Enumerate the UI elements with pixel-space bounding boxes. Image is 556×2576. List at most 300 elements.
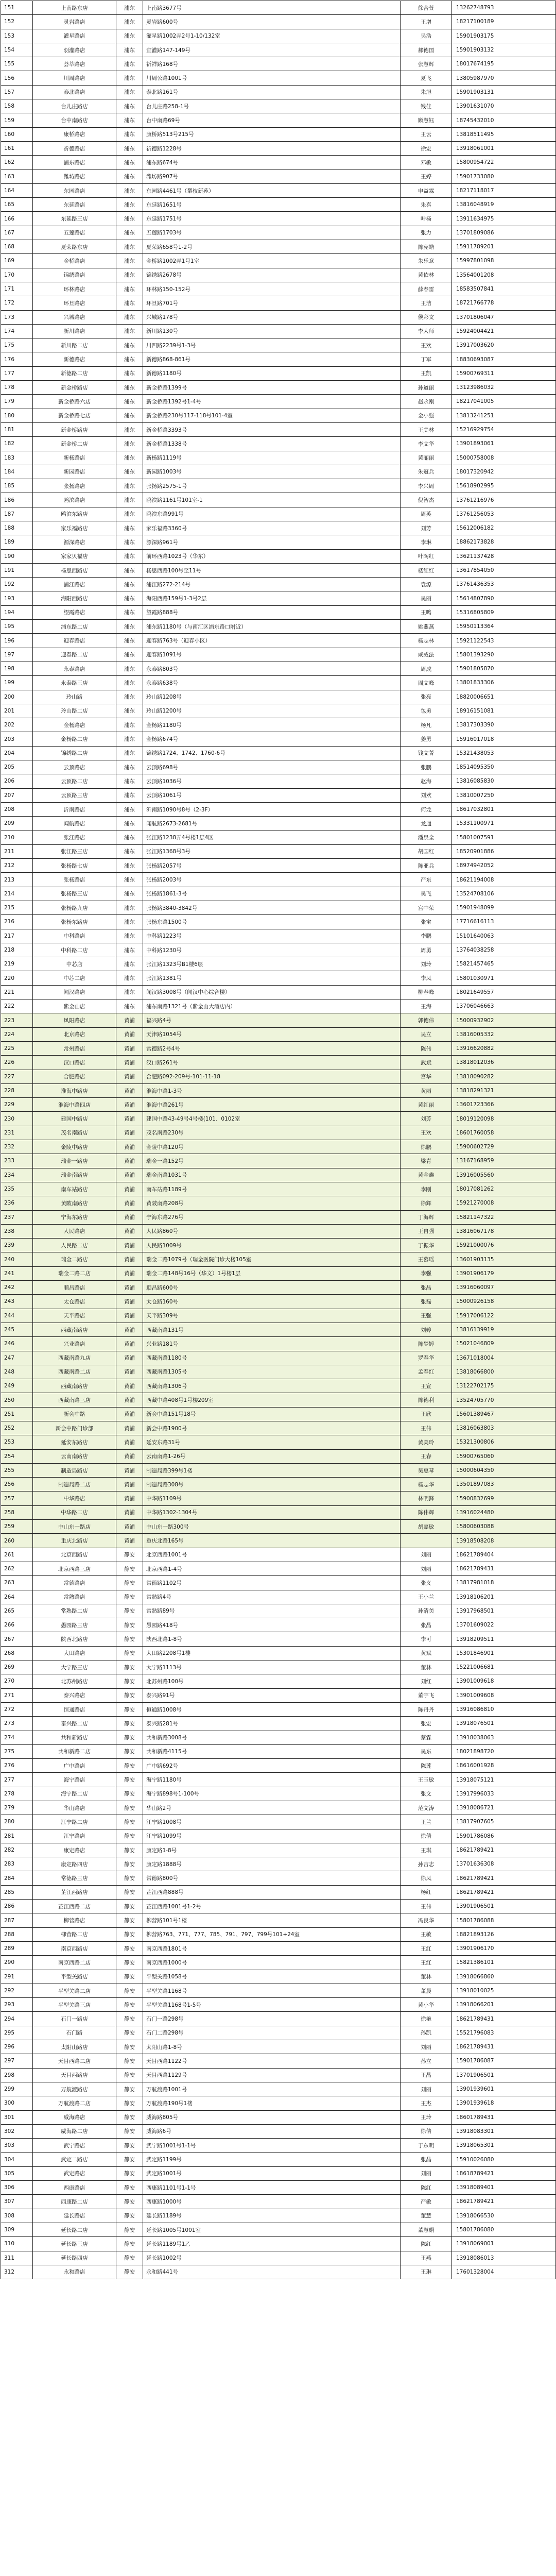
store-name: 北京西路店 (33, 1548, 116, 1562)
address: 闻航路2673-2681号 (143, 817, 401, 831)
district: 静安 (116, 1604, 143, 1618)
table-row (1, 1900, 556, 1913)
row-number: 229 (1, 1098, 33, 1112)
store-name: 祈德路店 (33, 141, 116, 155)
address: 川四路2239号1-3号 (143, 338, 401, 352)
phone-number: 18514095350 (452, 760, 556, 774)
address: 南京西路1801号 (143, 1941, 401, 1955)
store-name: 石门一路店 (33, 2012, 116, 2026)
district: 浦东 (116, 170, 143, 183)
district: 黄浦 (116, 1520, 143, 1534)
row-number: 258 (1, 1505, 33, 1519)
phone-number: 15901903175 (452, 29, 556, 43)
district: 黄浦 (116, 1407, 143, 1421)
table-row (1, 1674, 556, 1688)
district: 浦东 (116, 676, 143, 690)
store-name: 西藏南路店 (33, 1323, 116, 1336)
row-number: 296 (1, 2040, 33, 2054)
table-row (1, 381, 556, 395)
row-number: 257 (1, 1492, 33, 1505)
table-row (1, 535, 556, 549)
table-row (1, 1801, 556, 1815)
row-number: 198 (1, 662, 33, 675)
store-name: 常德路三店 (33, 1871, 116, 1885)
row-number: 175 (1, 338, 33, 352)
phone-number: 18601760058 (452, 1126, 556, 1140)
address: 灌星路1002弄2号1-10/132室 (143, 29, 401, 43)
phone-number: 13701809086 (452, 226, 556, 240)
row-number: 152 (1, 15, 33, 29)
phone-number: 15921270008 (452, 1196, 556, 1210)
phone-number: 15618902995 (452, 479, 556, 493)
row-number: 216 (1, 915, 33, 929)
contact-person: 申益霖 (401, 183, 452, 197)
row-number: 230 (1, 1112, 33, 1126)
store-name: 大宁路三店 (33, 1660, 116, 1674)
store-name: 柳营路店 (33, 1913, 116, 1927)
address: 新金桥路230号117-118号101-4室 (143, 409, 401, 422)
district: 浦东 (116, 183, 143, 197)
row-number: 201 (1, 704, 33, 718)
row-number: 192 (1, 578, 33, 591)
address: 新金桥路3393号 (143, 422, 401, 436)
store-name: 天目西路二店 (33, 2054, 116, 2068)
district: 静安 (116, 1702, 143, 1716)
district: 静安 (116, 2139, 143, 2153)
store-name: 合肥路店 (33, 1070, 116, 1083)
address: 康定路1888号 (143, 1857, 401, 1871)
table-row (1, 85, 556, 99)
store-name: 西藏南路九店 (33, 1351, 116, 1365)
district: 浦东 (116, 212, 143, 226)
table-row (1, 1744, 556, 1758)
row-number: 304 (1, 2153, 33, 2166)
district: 静安 (116, 2026, 143, 2040)
district: 浦东 (116, 113, 143, 127)
district: 浦东 (116, 620, 143, 634)
store-name: 张江路店 (33, 831, 116, 844)
store-name: 广中路店 (33, 1759, 116, 1773)
row-number: 215 (1, 901, 33, 915)
store-name: 茂名南路店 (33, 1126, 116, 1140)
store-name: 泰兴路店 (33, 1688, 116, 1702)
row-number: 213 (1, 873, 33, 887)
address: 迎春路1091号 (143, 648, 401, 662)
address: 中科路1223号 (143, 929, 401, 943)
address: 金杨路1180号 (143, 718, 401, 732)
contact-person: 薛春雷 (401, 282, 452, 296)
store-name: 张杨路店 (33, 873, 116, 887)
store-name: 常州路店 (33, 1041, 116, 1055)
phone-number: 13918065301 (452, 2139, 556, 2153)
row-number: 190 (1, 549, 33, 563)
row-number: 227 (1, 1070, 33, 1083)
row-number: 260 (1, 1534, 33, 1548)
district: 静安 (116, 1632, 143, 1646)
contact-person: 董慧娟 (401, 2223, 452, 2236)
store-name: 新川路二店 (33, 338, 116, 352)
row-number: 174 (1, 324, 33, 338)
address: 沂南路1090号8号（2-3F） (143, 802, 401, 816)
district: 黄浦 (116, 1463, 143, 1477)
row-number: 305 (1, 2166, 33, 2180)
table-row (1, 338, 556, 352)
district: 静安 (116, 2054, 143, 2068)
address: 灵岩路600号 (143, 15, 401, 29)
row-number: 211 (1, 844, 33, 858)
contact-person: 朱乐意 (401, 254, 452, 268)
row-number: 160 (1, 127, 33, 141)
district: 浦东 (116, 226, 143, 240)
table-row (1, 620, 556, 634)
phone-number: 18621789431 (452, 1562, 556, 1575)
district: 浦东 (116, 43, 143, 57)
district: 静安 (116, 1885, 143, 1899)
address: 西藏中路408号1号楼209室 (143, 1393, 401, 1407)
district: 静安 (116, 2209, 143, 2223)
district: 静安 (116, 1744, 143, 1758)
district: 黄浦 (116, 1492, 143, 1505)
district: 浦东 (116, 366, 143, 380)
district: 黄浦 (116, 1505, 143, 1519)
address: 锦绣路1724、1742、1760-6号 (143, 746, 401, 760)
table-row (1, 1393, 556, 1407)
phone-number: 18217041005 (452, 395, 556, 409)
table-row (1, 310, 556, 324)
store-name: 康定路四店 (33, 1857, 116, 1871)
district: 浦东 (116, 240, 143, 254)
district: 浦东 (116, 352, 143, 366)
table-row (1, 1478, 556, 1492)
store-name: 万航渡路二店 (33, 2096, 116, 2110)
phone-number: 13918069001 (452, 2237, 556, 2251)
row-number: 200 (1, 690, 33, 704)
phone-number: 15911789201 (452, 240, 556, 254)
address: 芷江西路1001号1-2号 (143, 1900, 401, 1913)
store-name: 西康路二店 (33, 2195, 116, 2209)
district: 浦东 (116, 409, 143, 422)
address: 瑞金二路148号16号（华文）1号楼1层 (143, 1266, 401, 1280)
address: 五莲路1703号 (143, 226, 401, 240)
store-name: 陕西北路店 (33, 1632, 116, 1646)
district: 黄浦 (116, 1056, 143, 1070)
district: 黄浦 (116, 1449, 143, 1463)
district: 浦东 (116, 943, 143, 957)
table-row (1, 844, 556, 858)
contact-person: 刘丽 (401, 1562, 452, 1575)
address: 万航渡路190号1楼 (143, 2096, 401, 2110)
contact-person: 张宏 (401, 1717, 452, 1731)
district: 黄浦 (116, 1168, 143, 1182)
phone-number: 18621789421 (452, 1871, 556, 1885)
store-name: 闻汉路店 (33, 985, 116, 999)
contact-person: 黄小华 (401, 1998, 452, 2012)
address: 常德路800号 (143, 1871, 401, 1885)
table-row (1, 1083, 556, 1097)
phone-number: 13761436353 (452, 578, 556, 591)
district: 浦东 (116, 310, 143, 324)
table-row (1, 578, 556, 591)
address: 金陵中路120号 (143, 1140, 401, 1154)
address: 锦绣路2678号 (143, 268, 401, 282)
address: 鸥滨路1161号101室-1 (143, 493, 401, 507)
table-row (1, 1660, 556, 1674)
contact-person: 吴浩 (401, 29, 452, 43)
store-name: 康定路店 (33, 1843, 116, 1857)
store-name: 上南路东店 (33, 1, 116, 15)
phone-number: 18821893126 (452, 1927, 556, 1941)
phone-number: 15316805809 (452, 605, 556, 619)
phone-number: 13901939618 (452, 2096, 556, 2110)
table-row (1, 1913, 556, 1927)
phone-number: 13916086810 (452, 1702, 556, 1716)
address: 延长路1005号1001室 (143, 2223, 401, 2236)
district: 静安 (116, 1717, 143, 1731)
district: 静安 (116, 1970, 143, 1984)
table-row (1, 1562, 556, 1575)
district: 浦东 (116, 57, 143, 71)
table-row (1, 156, 556, 170)
address: 威海路805号 (143, 2110, 401, 2124)
phone-number: 17716616113 (452, 915, 556, 929)
table-row (1, 226, 556, 240)
store-name: 西藏南路二店 (33, 1365, 116, 1379)
store-name: 东园路店 (33, 183, 116, 197)
address: 台儿庄路258-1号 (143, 99, 401, 113)
phone-number: 13816085830 (452, 774, 556, 788)
table-row (1, 1857, 556, 1871)
row-number: 188 (1, 521, 33, 535)
contact-person: 范文涛 (401, 1801, 452, 1815)
address: 延长路1189号 (143, 2209, 401, 2223)
contact-person: 王小兰 (401, 1590, 452, 1604)
contact-person: 柳春峰 (401, 985, 452, 999)
store-name: 闻航路店 (33, 817, 116, 831)
phone-number: 13701806047 (452, 310, 556, 324)
district: 静安 (116, 1688, 143, 1702)
table-row (1, 1210, 556, 1224)
contact-person: 严东 (401, 873, 452, 887)
table-row (1, 1252, 556, 1266)
row-number: 246 (1, 1337, 33, 1351)
address: 张杨路1861-3号 (143, 887, 401, 901)
row-number: 275 (1, 1744, 33, 1758)
table-row (1, 183, 556, 197)
store-name: 金杨路二店 (33, 732, 116, 746)
table-row (1, 873, 556, 887)
phone-number: 15821457465 (452, 957, 556, 971)
store-name: 鸥滨路店 (33, 493, 116, 507)
table-row (1, 1421, 556, 1435)
contact-person: 黄金鑫 (401, 1168, 452, 1182)
contact-person: 周文峰 (401, 676, 452, 690)
row-number: 308 (1, 2209, 33, 2223)
table-row (1, 352, 556, 366)
phone-number: 15801007591 (452, 831, 556, 844)
contact-person: 郭德伟 (401, 1013, 452, 1027)
phone-number: 18745432010 (452, 113, 556, 127)
table-row (1, 1534, 556, 1548)
contact-person: 王洁 (401, 296, 452, 310)
store-name: 柳营路二店 (33, 1927, 116, 1941)
store-name: 家乐福路店 (33, 521, 116, 535)
contact-person: 陈红 (401, 2181, 452, 2195)
district: 黄浦 (116, 1351, 143, 1365)
district: 静安 (116, 1618, 143, 1632)
table-row (1, 212, 556, 226)
store-name: 西藏南路店 (33, 1379, 116, 1393)
address: 东延路1651号 (143, 198, 401, 212)
table-row (1, 549, 556, 563)
phone-number: 13817981018 (452, 1576, 556, 1590)
table-row (1, 1885, 556, 1899)
table-row (1, 2040, 556, 2054)
address: 西藏南路1305号 (143, 1365, 401, 1379)
row-number: 244 (1, 1309, 33, 1323)
table-row (1, 2012, 556, 2026)
district: 静安 (116, 1759, 143, 1773)
address: 天目西路1129号 (143, 2068, 401, 2082)
address: 海宁路898号1-100号 (143, 1787, 401, 1801)
contact-person: 邓敏 (401, 156, 452, 170)
address: 张杨东路1500号 (143, 915, 401, 929)
row-number: 249 (1, 1379, 33, 1393)
phone-number: 15800954722 (452, 156, 556, 170)
address: 东延路1751号 (143, 212, 401, 226)
store-name: 张江路三店 (33, 844, 116, 858)
contact-person: 黄斌 (401, 1646, 452, 1660)
table-row (1, 1646, 556, 1660)
district: 黄浦 (116, 1379, 143, 1393)
row-number: 169 (1, 254, 33, 268)
phone-number: 15000758008 (452, 451, 556, 465)
table-row (1, 2181, 556, 2195)
address: 柳营路101号1楼 (143, 1913, 401, 1927)
address: 瑞金二路1079号（瑞金医院门诊大楼105室 (143, 1252, 401, 1266)
row-number: 278 (1, 1787, 33, 1801)
contact-person: 王燕 (401, 2251, 452, 2265)
table-row (1, 465, 556, 479)
address: 源深路961号 (143, 535, 401, 549)
district: 浦东 (116, 718, 143, 732)
phone-number: 15910026080 (452, 2153, 556, 2166)
contact-person: 陈丹丹 (401, 1702, 452, 1716)
address: 威海路6号 (143, 2124, 401, 2138)
address: 平型关路1058号 (143, 1970, 401, 1984)
address: 云顶路1036号 (143, 774, 401, 788)
address: 新园路1003号 (143, 465, 401, 479)
table-row (1, 2265, 556, 2279)
table-row (1, 1013, 556, 1027)
row-number: 265 (1, 1604, 33, 1618)
district: 黄浦 (116, 1309, 143, 1323)
store-name: 康桥路店 (33, 127, 116, 141)
table-row (1, 1435, 556, 1449)
table-row (1, 718, 556, 732)
address: 前环西路1023号（华东） (143, 549, 401, 563)
table-row (1, 971, 556, 985)
row-number: 235 (1, 1182, 33, 1196)
row-number: 311 (1, 2251, 33, 2265)
district: 静安 (116, 1927, 143, 1941)
row-number: 250 (1, 1393, 33, 1407)
address: 南京西路1000号 (143, 1956, 401, 1970)
row-number: 239 (1, 1239, 33, 1252)
store-name: 制造局路二店 (33, 1478, 116, 1492)
address: 中科路1230号 (143, 943, 401, 957)
district: 黄浦 (116, 1182, 143, 1196)
address: 新会中路1900号 (143, 1421, 401, 1435)
row-number: 271 (1, 1688, 33, 1702)
address: 康桥路513号215号 (143, 127, 401, 141)
district: 浦东 (116, 437, 143, 451)
phone-number: 13901939601 (452, 2082, 556, 2096)
table-row (1, 1168, 556, 1182)
address: 广中路692号 (143, 1759, 401, 1773)
phone-number: 13916060097 (452, 1281, 556, 1295)
phone-number: 13918106201 (452, 1590, 556, 1604)
address: 西藏南路1306号 (143, 1379, 401, 1393)
contact-person: 宫华 (401, 1070, 452, 1083)
phone-number: 13761256053 (452, 507, 556, 521)
phone-number: 15321300806 (452, 1435, 556, 1449)
table-row (1, 296, 556, 310)
district: 静安 (116, 2096, 143, 2110)
phone-number: 13816067178 (452, 1224, 556, 1238)
address: 大宁路1113号 (143, 1660, 401, 1674)
address: 人民路1009号 (143, 1239, 401, 1252)
phone-number: 13818511495 (452, 127, 556, 141)
row-number: 204 (1, 746, 33, 760)
table-row (1, 127, 556, 141)
row-number: 177 (1, 366, 33, 380)
table-row (1, 2209, 556, 2223)
phone-number: 13918038063 (452, 1731, 556, 1744)
address: 永泰路638号 (143, 676, 401, 690)
store-name: 东延路三店 (33, 212, 116, 226)
row-number: 210 (1, 831, 33, 844)
row-number: 212 (1, 859, 33, 873)
table-row (1, 198, 556, 212)
row-number: 208 (1, 802, 33, 816)
row-number: 242 (1, 1281, 33, 1295)
store-name: 紫金山店 (33, 999, 116, 1013)
phone-number: 13816048919 (452, 198, 556, 212)
phone-number: 13918075121 (452, 1773, 556, 1787)
table-row (1, 1787, 556, 1801)
row-number: 267 (1, 1632, 33, 1646)
contact-person: 王春 (401, 1449, 452, 1463)
row-number: 214 (1, 887, 33, 901)
store-name: 天平路店 (33, 1309, 116, 1323)
address: 延长路1189号1乙 (143, 2237, 401, 2251)
table-row (1, 1309, 556, 1323)
row-number: 233 (1, 1154, 33, 1168)
district: 黄浦 (116, 1126, 143, 1140)
store-name: 张杨路七店 (33, 859, 116, 873)
table-row (1, 1998, 556, 2012)
row-number: 289 (1, 1941, 33, 1955)
phone-number: 15917006122 (452, 1309, 556, 1323)
phone-number: 13764038258 (452, 943, 556, 957)
row-number: 189 (1, 535, 33, 549)
table-row (1, 1224, 556, 1238)
address: 云南南路1-26号 (143, 1449, 401, 1463)
phone-number: 15901903132 (452, 43, 556, 57)
row-number: 164 (1, 183, 33, 197)
store-name: 共和新路店 (33, 1731, 116, 1744)
table-row (1, 1717, 556, 1731)
